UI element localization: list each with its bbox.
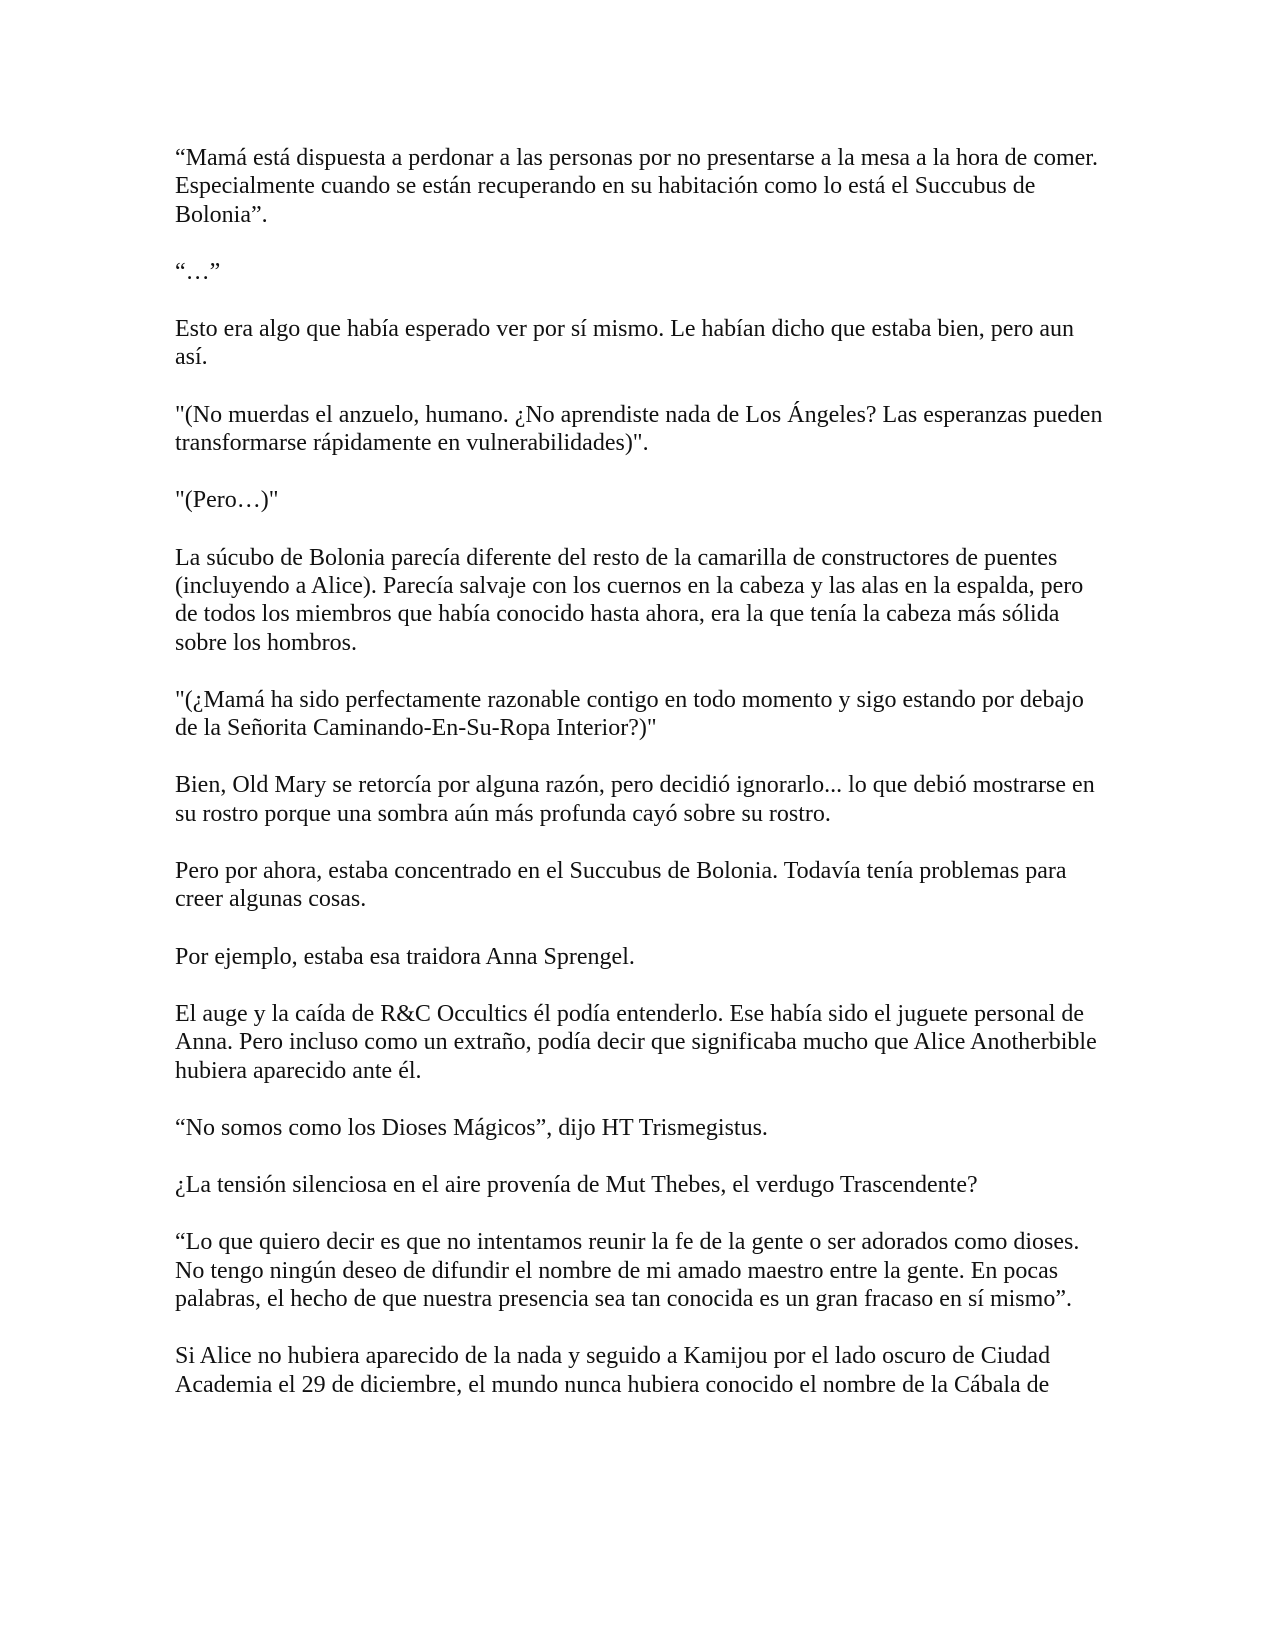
paragraph: Pero por ahora, estaba concentrado en el Succubus de Bolonia. Todavía tenía problemas para creer algunas cosas. <box>175 858 1067 913</box>
paragraph: Por ejemplo, estaba esa traidora Anna Sprengel. <box>175 943 635 970</box>
paragraph: “Lo que quiero decir es que no intentamos reunir la fe de la gente o ser adorados como dioses. No tengo ningún deseo de difundir el nombre de mi amado maestro entre la gente. En pocas palabras, el hecho de que nuestra presencia sea tan conocida es un gran fracaso en sí mismo”. <box>175 1229 1080 1313</box>
paragraph: "(Pero…)" <box>175 487 279 514</box>
paragraph: Bien, Old Mary se retorcía por alguna razón, pero decidió ignorarlo... lo que debió mostrarse en su rostro porque una sombra aún más profunda cayó sobre su rostro. <box>175 772 1095 827</box>
paragraph: “…” <box>175 258 221 285</box>
paragraph: Esto era algo que había esperado ver por sí mismo. Le habían dicho que estaba bien, pero aun así. <box>175 316 1075 371</box>
paragraph: ¿La tensión silenciosa en el aire provenía de Mut Thebes, el verdugo Trascendente? <box>175 1172 978 1199</box>
paragraph: "(No muerdas el anzuelo, humano. ¿No aprendiste nada de Los Ángeles? Las esperanzas pueden transformarse rápidamente en vulnerabilidades)". <box>175 401 1103 457</box>
paragraph: Si Alice no hubiera aparecido de la nada y seguido a Kamijou por el lado oscuro de Ciudad Academia el 29 de diciembre, el mundo nunca hubiera conocido el nombre de la Cábala de <box>175 1343 1051 1398</box>
document-text-body <box>175 144 1105 1428</box>
paragraph: El auge y la caída de R&C Occultics él podía entenderlo. Ese había sido el juguete personal de Anna. Pero incluso como un extraño, podía decir que significaba mucho que Alice Anotherbible hubiera aparecido ante él. <box>175 1000 1097 1084</box>
paragraph: "(¿Mamá ha sido perfectamente razonable contigo en todo momento y sigo estando por debajo de la Señorita Caminando-En-Su-Ropa Interior?)" <box>175 686 1084 742</box>
paragraph: La súcubo de Bolonia parecía diferente del resto de la camarilla de constructores de puentes (incluyendo a Alice). Parecía salvaje con los cuernos en la cabeza y las alas en la espalda, pero de todos los miembros que había conocido hasta ahora, era la que tenía la cabeza más sólida sobre los hombros. <box>175 544 1084 656</box>
paragraph: “No somos como los Dioses Mágicos”, dijo HT Trismegistus. <box>175 1114 768 1141</box>
paragraph: “Mamá está dispuesta a perdonar a las personas por no presentarse a la mesa a la hora de comer. Especialmente cuando se están recuperando en su habitación como lo está el Succubus de Bolonia”. <box>175 145 1098 228</box>
